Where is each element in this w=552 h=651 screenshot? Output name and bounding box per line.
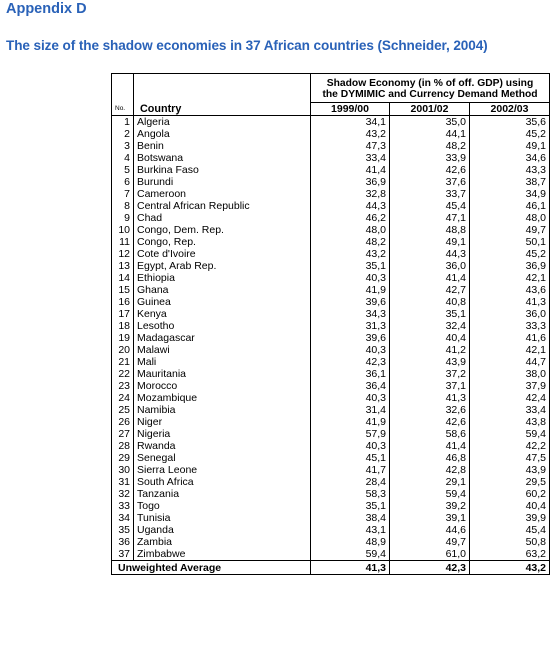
country-name: Senegal bbox=[134, 452, 311, 464]
appendix-heading: Appendix D bbox=[6, 1, 87, 17]
row-number: 17 bbox=[112, 308, 134, 320]
value-2001-02: 59,4 bbox=[390, 488, 470, 500]
average-value-3: 43,2 bbox=[470, 561, 550, 575]
value-1999-00: 43,2 bbox=[311, 128, 390, 140]
value-1999-00: 35,1 bbox=[311, 260, 390, 272]
row-number: 26 bbox=[112, 416, 134, 428]
country-name: Malawi bbox=[134, 344, 311, 356]
table-row bbox=[112, 164, 550, 176]
row-number: 22 bbox=[112, 368, 134, 380]
value-2001-02: 58,6 bbox=[390, 428, 470, 440]
row-number: 25 bbox=[112, 404, 134, 416]
value-1999-00: 33,4 bbox=[311, 152, 390, 164]
value-1999-00: 41,7 bbox=[311, 464, 390, 476]
country-name: Madagascar bbox=[134, 332, 311, 344]
country-name: Mozambique bbox=[134, 392, 311, 404]
country-name: Botswana bbox=[134, 152, 311, 164]
country-name: Kenya bbox=[134, 308, 311, 320]
table-row bbox=[112, 464, 550, 476]
value-2002-03: 39,9 bbox=[470, 512, 550, 524]
value-2001-02: 41,4 bbox=[390, 440, 470, 452]
value-1999-00: 41,4 bbox=[311, 164, 390, 176]
row-number: 9 bbox=[112, 212, 134, 224]
row-number: 30 bbox=[112, 464, 134, 476]
row-number: 10 bbox=[112, 224, 134, 236]
value-1999-00: 36,1 bbox=[311, 368, 390, 380]
value-2002-03: 44,7 bbox=[470, 356, 550, 368]
value-2002-03: 42,1 bbox=[470, 344, 550, 356]
row-number: 21 bbox=[112, 356, 134, 368]
value-2002-03: 46,1 bbox=[470, 200, 550, 212]
row-number: 15 bbox=[112, 284, 134, 296]
average-value-2: 42,3 bbox=[390, 561, 470, 575]
value-2002-03: 49,1 bbox=[470, 140, 550, 152]
value-2002-03: 48,0 bbox=[470, 212, 550, 224]
value-2002-03: 41,3 bbox=[470, 296, 550, 308]
table-row bbox=[112, 476, 550, 488]
row-number: 36 bbox=[112, 536, 134, 548]
country-name: South Africa bbox=[134, 476, 311, 488]
table-row bbox=[112, 392, 550, 404]
table-caption: The size of the shadow economies in 37 African countries (Schneider, 2004) bbox=[6, 38, 488, 53]
row-number: 31 bbox=[112, 476, 134, 488]
value-2001-02: 46,8 bbox=[390, 452, 470, 464]
average-value-1: 41,3 bbox=[311, 561, 390, 575]
country-name: Chad bbox=[134, 212, 311, 224]
country-name: Nigeria bbox=[134, 428, 311, 440]
value-2002-03: 45,2 bbox=[470, 248, 550, 260]
value-2002-03: 47,5 bbox=[470, 452, 550, 464]
value-2001-02: 61,0 bbox=[390, 548, 470, 561]
table-row bbox=[112, 152, 550, 164]
table-row bbox=[112, 440, 550, 452]
country-name: Zimbabwe bbox=[134, 548, 311, 561]
value-2001-02: 35,1 bbox=[390, 308, 470, 320]
value-2001-02: 37,2 bbox=[390, 368, 470, 380]
value-2002-03: 50,1 bbox=[470, 236, 550, 248]
value-1999-00: 40,3 bbox=[311, 392, 390, 404]
row-number: 32 bbox=[112, 488, 134, 500]
no-column-header: No. bbox=[112, 103, 134, 116]
value-2002-03: 60,2 bbox=[470, 488, 550, 500]
value-2001-02: 48,8 bbox=[390, 224, 470, 236]
value-2001-02: 32,4 bbox=[390, 320, 470, 332]
value-2002-03: 49,7 bbox=[470, 224, 550, 236]
value-2001-02: 39,2 bbox=[390, 500, 470, 512]
table-row bbox=[112, 536, 550, 548]
country-name: Egypt, Arab Rep. bbox=[134, 260, 311, 272]
value-2001-02: 49,7 bbox=[390, 536, 470, 548]
value-2001-02: 49,1 bbox=[390, 236, 470, 248]
row-number: 8 bbox=[112, 200, 134, 212]
table-row bbox=[112, 200, 550, 212]
table-row bbox=[112, 452, 550, 464]
row-number: 37 bbox=[112, 548, 134, 561]
value-1999-00: 46,2 bbox=[311, 212, 390, 224]
value-2002-03: 45,4 bbox=[470, 524, 550, 536]
country-name: Niger bbox=[134, 416, 311, 428]
value-1999-00: 41,9 bbox=[311, 284, 390, 296]
row-number: 28 bbox=[112, 440, 134, 452]
country-name: Tunisia bbox=[134, 512, 311, 524]
row-number: 23 bbox=[112, 380, 134, 392]
group-header-line1: Shadow Economy (in % of off. GDP) using bbox=[326, 77, 534, 89]
country-name: Congo, Rep. bbox=[134, 236, 311, 248]
country-name: Uganda bbox=[134, 524, 311, 536]
value-1999-00: 28,4 bbox=[311, 476, 390, 488]
row-number: 34 bbox=[112, 512, 134, 524]
year-header-1: 1999/00 bbox=[311, 103, 390, 116]
row-number: 7 bbox=[112, 188, 134, 200]
row-number: 20 bbox=[112, 344, 134, 356]
value-2002-03: 42,4 bbox=[470, 392, 550, 404]
value-2002-03: 40,4 bbox=[470, 500, 550, 512]
row-number: 14 bbox=[112, 272, 134, 284]
country-name: Morocco bbox=[134, 380, 311, 392]
table-row bbox=[112, 248, 550, 260]
table-row bbox=[112, 116, 550, 129]
value-2002-03: 63,2 bbox=[470, 548, 550, 561]
value-1999-00: 42,3 bbox=[311, 356, 390, 368]
value-2002-03: 59,4 bbox=[470, 428, 550, 440]
header-blank-no bbox=[112, 74, 134, 103]
table-row bbox=[112, 224, 550, 236]
value-1999-00: 31,3 bbox=[311, 320, 390, 332]
table-row bbox=[112, 428, 550, 440]
value-2002-03: 29,5 bbox=[470, 476, 550, 488]
country-name: Central African Republic bbox=[134, 200, 311, 212]
row-number: 3 bbox=[112, 140, 134, 152]
value-1999-00: 40,3 bbox=[311, 440, 390, 452]
row-number: 27 bbox=[112, 428, 134, 440]
country-name: Lesotho bbox=[134, 320, 311, 332]
value-2001-02: 40,4 bbox=[390, 332, 470, 344]
value-2001-02: 48,2 bbox=[390, 140, 470, 152]
row-number: 4 bbox=[112, 152, 134, 164]
table-row bbox=[112, 176, 550, 188]
value-2002-03: 38,0 bbox=[470, 368, 550, 380]
table-row bbox=[112, 140, 550, 152]
group-header-line2: the DYMIMIC and Currency Demand Method bbox=[322, 89, 538, 100]
value-1999-00: 39,6 bbox=[311, 296, 390, 308]
country-name: Algeria bbox=[134, 116, 311, 129]
table-row bbox=[112, 320, 550, 332]
country-name: Rwanda bbox=[134, 440, 311, 452]
value-1999-00: 34,1 bbox=[311, 116, 390, 129]
table-row bbox=[112, 524, 550, 536]
row-number: 29 bbox=[112, 452, 134, 464]
value-2001-02: 42,8 bbox=[390, 464, 470, 476]
value-1999-00: 35,1 bbox=[311, 500, 390, 512]
country-name: Sierra Leone bbox=[134, 464, 311, 476]
row-number: 16 bbox=[112, 296, 134, 308]
average-row bbox=[112, 561, 550, 575]
value-2002-03: 33,3 bbox=[470, 320, 550, 332]
row-number: 12 bbox=[112, 248, 134, 260]
value-1999-00: 57,9 bbox=[311, 428, 390, 440]
value-2001-02: 39,1 bbox=[390, 512, 470, 524]
value-2001-02: 33,9 bbox=[390, 152, 470, 164]
value-1999-00: 36,9 bbox=[311, 176, 390, 188]
country-name: Tanzania bbox=[134, 488, 311, 500]
value-2001-02: 40,8 bbox=[390, 296, 470, 308]
country-name: Ethiopia bbox=[134, 272, 311, 284]
table-row bbox=[112, 368, 550, 380]
table-row bbox=[112, 404, 550, 416]
value-2002-03: 33,4 bbox=[470, 404, 550, 416]
value-2001-02: 42,7 bbox=[390, 284, 470, 296]
value-2002-03: 36,9 bbox=[470, 260, 550, 272]
value-1999-00: 58,3 bbox=[311, 488, 390, 500]
value-2001-02: 36,0 bbox=[390, 260, 470, 272]
table-row bbox=[112, 548, 550, 561]
value-2001-02: 44,3 bbox=[390, 248, 470, 260]
value-2001-02: 45,4 bbox=[390, 200, 470, 212]
value-1999-00: 43,1 bbox=[311, 524, 390, 536]
value-1999-00: 41,9 bbox=[311, 416, 390, 428]
value-2002-03: 34,6 bbox=[470, 152, 550, 164]
value-2002-03: 43,9 bbox=[470, 464, 550, 476]
value-2001-02: 41,2 bbox=[390, 344, 470, 356]
value-2002-03: 41,6 bbox=[470, 332, 550, 344]
value-1999-00: 47,3 bbox=[311, 140, 390, 152]
table-row bbox=[112, 236, 550, 248]
country-name: Burkina Faso bbox=[134, 164, 311, 176]
value-2001-02: 47,1 bbox=[390, 212, 470, 224]
country-name: Guinea bbox=[134, 296, 311, 308]
value-2002-03: 34,9 bbox=[470, 188, 550, 200]
table-row bbox=[112, 416, 550, 428]
table-row bbox=[112, 296, 550, 308]
country-name: Mali bbox=[134, 356, 311, 368]
value-2002-03: 45,2 bbox=[470, 128, 550, 140]
row-number: 35 bbox=[112, 524, 134, 536]
value-2002-03: 43,6 bbox=[470, 284, 550, 296]
value-1999-00: 38,4 bbox=[311, 512, 390, 524]
country-name: Benin bbox=[134, 140, 311, 152]
value-2001-02: 42,6 bbox=[390, 416, 470, 428]
group-header bbox=[311, 74, 550, 103]
value-2001-02: 37,1 bbox=[390, 380, 470, 392]
table-row bbox=[112, 380, 550, 392]
row-number: 24 bbox=[112, 392, 134, 404]
year-header-2: 2001/02 bbox=[390, 103, 470, 116]
value-2001-02: 44,6 bbox=[390, 524, 470, 536]
row-number: 11 bbox=[112, 236, 134, 248]
value-2001-02: 29,1 bbox=[390, 476, 470, 488]
row-number: 5 bbox=[112, 164, 134, 176]
country-name: Cameroon bbox=[134, 188, 311, 200]
value-1999-00: 31,4 bbox=[311, 404, 390, 416]
country-name: Cote d'Ivoire bbox=[134, 248, 311, 260]
value-2001-02: 44,1 bbox=[390, 128, 470, 140]
row-number: 2 bbox=[112, 128, 134, 140]
header-blank-country bbox=[134, 74, 311, 103]
value-2001-02: 35,0 bbox=[390, 116, 470, 129]
table-row bbox=[112, 332, 550, 344]
table-row bbox=[112, 488, 550, 500]
country-name: Zambia bbox=[134, 536, 311, 548]
country-name: Ghana bbox=[134, 284, 311, 296]
country-column-header: Country bbox=[134, 103, 311, 116]
value-1999-00: 36,4 bbox=[311, 380, 390, 392]
country-name: Togo bbox=[134, 500, 311, 512]
average-label: Unweighted Average bbox=[112, 561, 311, 575]
table-row bbox=[112, 188, 550, 200]
value-2001-02: 41,3 bbox=[390, 392, 470, 404]
value-2002-03: 43,8 bbox=[470, 416, 550, 428]
value-2002-03: 43,3 bbox=[470, 164, 550, 176]
table-row bbox=[112, 512, 550, 524]
value-1999-00: 45,1 bbox=[311, 452, 390, 464]
row-number: 13 bbox=[112, 260, 134, 272]
value-1999-00: 48,2 bbox=[311, 236, 390, 248]
value-2001-02: 37,6 bbox=[390, 176, 470, 188]
value-2001-02: 42,6 bbox=[390, 164, 470, 176]
year-header-3: 2002/03 bbox=[470, 103, 550, 116]
table-row bbox=[112, 272, 550, 284]
row-number: 18 bbox=[112, 320, 134, 332]
value-2002-03: 42,1 bbox=[470, 272, 550, 284]
table-row bbox=[112, 260, 550, 272]
value-2001-02: 33,7 bbox=[390, 188, 470, 200]
row-number: 1 bbox=[112, 116, 134, 129]
value-2001-02: 43,9 bbox=[390, 356, 470, 368]
table-row bbox=[112, 308, 550, 320]
value-2002-03: 38,7 bbox=[470, 176, 550, 188]
value-1999-00: 44,3 bbox=[311, 200, 390, 212]
row-number: 6 bbox=[112, 176, 134, 188]
value-1999-00: 34,3 bbox=[311, 308, 390, 320]
value-1999-00: 48,9 bbox=[311, 536, 390, 548]
table-row bbox=[112, 500, 550, 512]
value-1999-00: 48,0 bbox=[311, 224, 390, 236]
value-2002-03: 35,6 bbox=[470, 116, 550, 129]
value-1999-00: 39,6 bbox=[311, 332, 390, 344]
value-1999-00: 32,8 bbox=[311, 188, 390, 200]
value-2002-03: 42,2 bbox=[470, 440, 550, 452]
row-number: 33 bbox=[112, 500, 134, 512]
country-name: Namibia bbox=[134, 404, 311, 416]
value-2002-03: 36,0 bbox=[470, 308, 550, 320]
value-2001-02: 32,6 bbox=[390, 404, 470, 416]
country-name: Mauritania bbox=[134, 368, 311, 380]
table-row bbox=[112, 212, 550, 224]
country-name: Angola bbox=[134, 128, 311, 140]
value-1999-00: 40,3 bbox=[311, 272, 390, 284]
value-1999-00: 43,2 bbox=[311, 248, 390, 260]
table-row bbox=[112, 344, 550, 356]
country-name: Congo, Dem. Rep. bbox=[134, 224, 311, 236]
table-row bbox=[112, 356, 550, 368]
table-row bbox=[112, 284, 550, 296]
value-1999-00: 59,4 bbox=[311, 548, 390, 561]
value-2002-03: 50,8 bbox=[470, 536, 550, 548]
value-2001-02: 41,4 bbox=[390, 272, 470, 284]
value-1999-00: 40,3 bbox=[311, 344, 390, 356]
table-row bbox=[112, 128, 550, 140]
shadow-economy-table bbox=[111, 73, 550, 575]
row-number: 19 bbox=[112, 332, 134, 344]
country-name: Burundi bbox=[134, 176, 311, 188]
value-2002-03: 37,9 bbox=[470, 380, 550, 392]
